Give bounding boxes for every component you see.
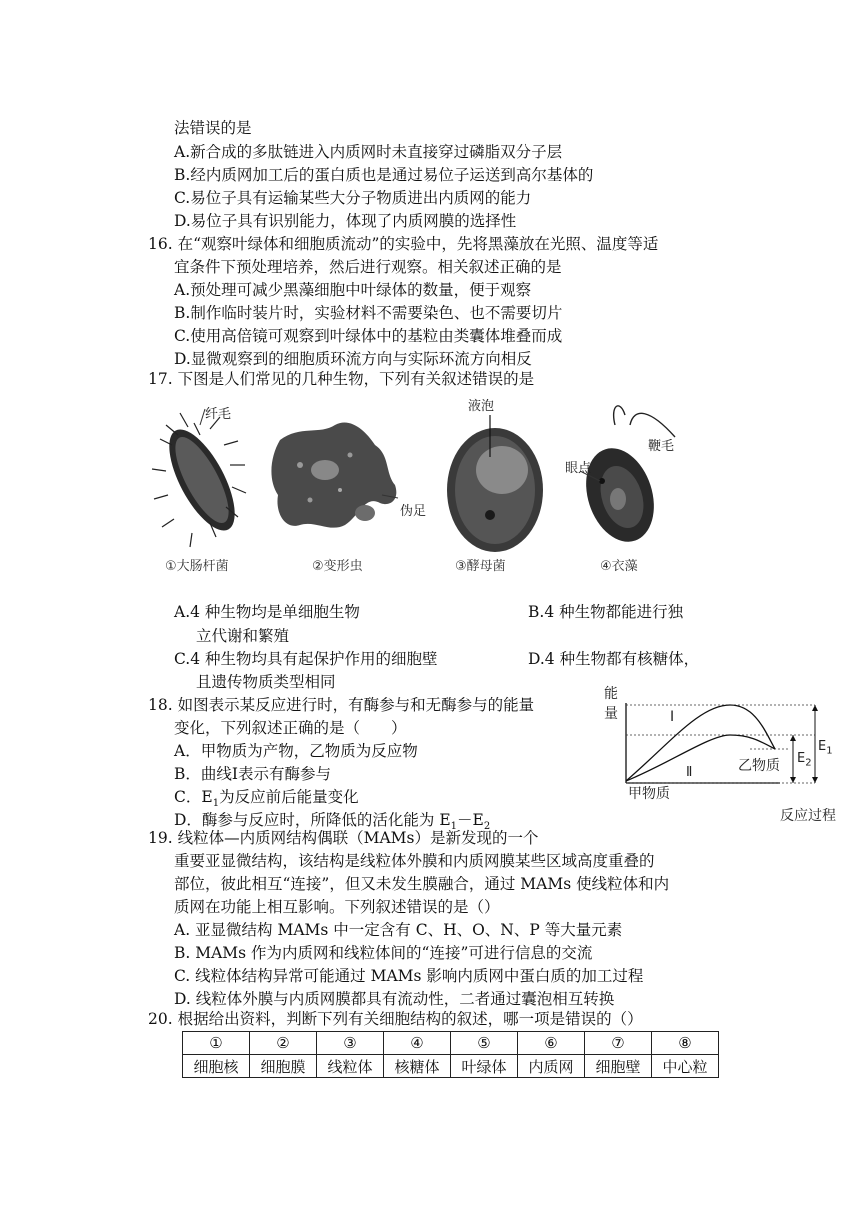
q19-stem-line2: 重要亚显微结构，该结构是线粒体外膜和内质网膜某些区域高度重叠的 [174,852,655,870]
table-cell: 叶绿体 [451,1055,518,1078]
q15-option-a: A.新合成的多肽链进入内质网时未直接穿过磷脂双分子层 [174,143,563,161]
caption-ecoli: ①大肠杆菌 [165,559,229,574]
pseudopod-label: 伪足 [400,504,427,519]
q17-option-a: A.4 种生物均是单细胞生物 [174,603,360,621]
e2-label: $E_2$ [797,751,812,769]
flagellum-label: 鞭毛 [648,439,675,454]
chlamydomonas-drawing [575,406,675,551]
q16-option-d: D.显微观察到的细胞质环流方向与实际环流方向相反 [174,350,532,368]
table-cell: 线粒体 [317,1055,384,1078]
q17-organisms-figure [150,395,690,585]
q17-option-b-line1: B.4 种生物都能进行独 [528,603,684,621]
e1-label: $E_1$ [818,739,833,757]
table-cell: 细胞核 [183,1055,250,1078]
q18-option-c: C．$E_1$为反应前后能量变化 [174,788,359,810]
table-row-names [183,1055,719,1078]
q17-stem: 17. 下图是人们常见的几种生物，下列有关叙述错误的是 [148,370,535,388]
curve-ii-label: Ⅱ [686,765,693,780]
q17-option-c: C.4 种生物均具有起保护作用的细胞壁 [174,650,438,668]
table-cell: 细胞壁 [585,1055,652,1078]
amoeba-drawing [271,423,398,528]
table-row-numbers [183,1032,719,1055]
curve-i-label: Ⅰ [670,709,675,725]
q15-option-b: B.经内质网加工后的蛋白质也是通过易位子运送到高尔基体的 [174,166,594,184]
cilia-label: 纤毛 [205,407,232,422]
yeast-drawing [447,415,543,552]
table-cell: 中心粒 [652,1055,719,1078]
q15-stem-tail: 法错误的是 [174,119,252,137]
q20-stem: 20. 根据给出资料，判断下列有关细胞结构的叙述，哪一项是错误的（） [148,1010,643,1028]
q16-option-b: B.制作临时装片时，实验材料不需要染色、也不需要切片 [174,304,563,322]
q16-option-c: C.使用高倍镜可观察到叶绿体中的基粒由类囊体堆叠而成 [174,327,563,345]
q19-stem-line4: 质网在功能上相互影响。下列叙述错误的是（） [174,898,500,916]
bacterium-drawing [152,409,248,547]
q19-option-b: B. MAMs 作为内质网和线粒体间的“连接”可进行信息的交流 [174,944,593,962]
q19-option-d: D. 线粒体外膜与内质网膜都具有流动性，二者通过囊泡相互转换 [174,990,615,1008]
q15-option-c: C.易位子具有运输某些大分子物质进出内质网的能力 [174,189,532,207]
caption-yeast: ③酵母菌 [455,559,506,574]
q16-option-a: A.预处理可减少黑藻细胞中叶绿体的数量，便于观察 [174,281,532,299]
eyespot-label: 眼点 [565,461,592,476]
q17-option-b-line2: 立代谢和繁殖 [196,627,290,645]
table-cell: ⑦ [585,1032,652,1055]
q19-option-a: A. 亚显微结构 MAMs 中一定含有 C、H、O、N、P 等大量元素 [174,921,623,939]
table-cell: ① [183,1032,250,1055]
q16-stem-line2: 宜条件下预处理培养，然后进行观察。相关叙述正确的是 [174,258,562,276]
q20-structure-table [182,1031,719,1078]
q17-option-d-line1: D.4 种生物都有核糖体， [528,650,700,668]
table-cell: ⑧ [652,1032,719,1055]
energy-xlabel: 反应过程 [780,808,836,824]
table-cell: 细胞膜 [250,1055,317,1078]
q19-stem-line3: 部位，彼此相互“连接”，但又未发生膜融合，通过 MAMs 使线粒体和内 [174,875,670,893]
table-cell: 内质网 [518,1055,585,1078]
caption-chlamydomonas: ④衣藻 [600,559,638,574]
q17-option-d-line2: 且遗传物质类型相同 [196,673,336,691]
table-cell: ② [250,1032,317,1055]
table-cell: ③ [317,1032,384,1055]
table-cell: ⑤ [451,1032,518,1055]
q18-option-d: D．酶参与反应时，所降低的活化能为 $E_1-E_2$ [174,811,491,833]
caption-amoeba: ②变形虫 [312,559,363,574]
q16-stem-line1: 16. 在“观察叶绿体和细胞质流动”的实验中，先将黑藻放在光照、温度等适 [148,235,659,253]
q19-option-c: C. 线粒体结构异常可能通过 MAMs 影响内质网中蛋白质的加工过程 [174,967,644,985]
vacuole-label: 液泡 [468,399,495,414]
q19-stem-line1: 19. 线粒体—内质网结构偶联（MAMs）是新发现的一个 [148,829,539,847]
energy-ylabel: 能 量 [604,686,618,722]
reactant-label: 甲物质 [628,786,670,802]
product-label: 乙物质 [738,758,780,774]
q18-option-a: A．甲物质为产物，乙物质为反应物 [174,742,418,760]
table-cell: ⑥ [518,1032,585,1055]
table-cell: ④ [384,1032,451,1055]
q18-stem-line2: 变化，下列叙述正确的是（ ） [174,719,407,737]
table-cell: 核糖体 [384,1055,451,1078]
energy-diagram [600,683,855,828]
q18-stem-line1: 18. 如图表示某反应进行时，有酶参与和无酶参与的能量 [148,696,535,714]
q15-option-d: D.易位子具有识别能力，体现了内质网膜的选择性 [174,212,517,230]
q18-option-b: B．曲线Ⅰ表示有酶参与 [174,765,332,783]
